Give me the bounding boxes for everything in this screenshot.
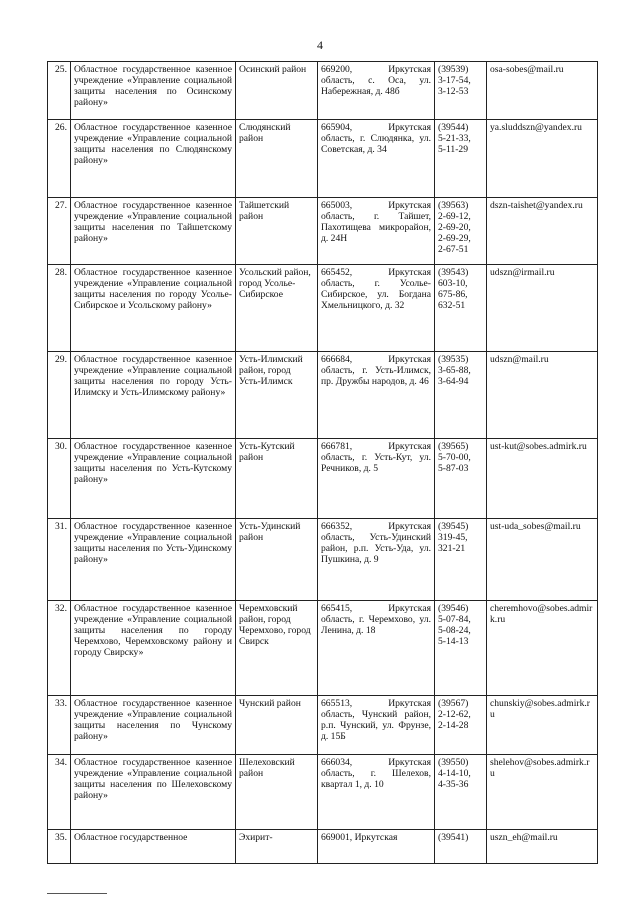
phone-line: 632-51 — [438, 300, 466, 311]
phone-line: (39565) — [438, 441, 469, 452]
phone-numbers — [435, 265, 487, 352]
table-row — [48, 755, 598, 830]
phone-numbers — [435, 62, 487, 120]
phone-line: 2-12-62, — [438, 709, 471, 720]
postal-address: 665452, Иркутская область, г. Усолье-Сибирское, ул. Богдана Хмельницкого, д. 32 — [318, 265, 435, 352]
email-address: chunskiy@sobes.admirk.ru — [487, 696, 598, 755]
page-number: 4 — [317, 38, 323, 52]
email-address: osa-sobes@mail.ru — [487, 62, 598, 120]
table-row — [48, 352, 598, 439]
organization-name: Областное государственное казенное учреждение «Управление социальной защиты населения по Слюдянскому району» — [71, 120, 236, 198]
email-address: cheremhovo@sobes.admirk.ru — [487, 601, 598, 696]
row-number: 26. — [48, 120, 71, 198]
phone-line: 3-65-88, — [438, 365, 471, 376]
phone-numbers — [435, 120, 487, 198]
phone-line: (39544) — [438, 122, 469, 133]
district-name: Тайшетский район — [236, 198, 318, 265]
phone-line: (39541) — [438, 832, 469, 843]
district-name: Чунский район — [236, 696, 318, 755]
postal-address: 665415, Иркутская область, г. Черемхово, ул. Ленина, д. 18 — [318, 601, 435, 696]
footnote-rule — [47, 893, 107, 894]
postal-address: 665003, Иркутская область, г. Тайшет, Пахотищева микрорайон, д. 24Н — [318, 198, 435, 265]
organization-name: Областное государственное казенное учреждение «Управление социальной защиты населения по городу Усолье-Сибирское и Усольскому району» — [71, 265, 236, 352]
district-name: Усть-Илимский район, город Усть-Илимск — [236, 352, 318, 439]
phone-line: 4-14-10, — [438, 768, 471, 779]
phone-line: 2-67-51 — [438, 244, 469, 255]
district-name: Усольский район, город Усолье-Сибирское — [236, 265, 318, 352]
row-number: 30. — [48, 439, 71, 519]
phone-line: (39550) — [438, 757, 469, 768]
postal-address: 666684, Иркутская область, г. Усть-Илимск, пр. Дружбы народов, д. 46 — [318, 352, 435, 439]
phone-line: 5-87-03 — [438, 463, 469, 474]
postal-address: 665513, Иркутская область, Чунский район, р.п. Чунский, ул. Фрунзе, д. 15Б — [318, 696, 435, 755]
postal-address: 666781, Иркутская область, г. Усть-Кут, ул. Речников, д. 5 — [318, 439, 435, 519]
table-row — [48, 62, 598, 120]
phone-numbers — [435, 198, 487, 265]
phone-line: 2-69-20, — [438, 222, 471, 233]
district-name: Эхирит- — [236, 830, 318, 864]
row-number: 32. — [48, 601, 71, 696]
organization-name: Областное государственное казенное учреждение «Управление социальной защиты населения по городу Черемхово, Черемховскому району и городу Свирску» — [71, 601, 236, 696]
row-number: 25. — [48, 62, 71, 120]
phone-numbers — [435, 830, 487, 864]
phone-line: 675-86, — [438, 289, 468, 300]
organization-name: Областное государственное казенное учреждение «Управление социальной защиты населения по Усть-Удинскому району» — [71, 519, 236, 601]
email-address: ust-uda_sobes@mail.ru — [487, 519, 598, 601]
row-number: 28. — [48, 265, 71, 352]
row-number: 34. — [48, 755, 71, 830]
phone-line: 4-35-36 — [438, 779, 469, 790]
organization-name: Областное государственное казенное учреждение «Управление социальной защиты населения по Тайшетскому району» — [71, 198, 236, 265]
row-number: 35. — [48, 830, 71, 864]
table-row — [48, 265, 598, 352]
organization-name: Областное государственное казенное учреждение «Управление социальной защиты населения по Шелеховскому району» — [71, 755, 236, 830]
district-name: Усть-Удинский район — [236, 519, 318, 601]
phone-line: (39567) — [438, 698, 469, 709]
phone-line: 3-64-94 — [438, 376, 469, 387]
email-address: uszn_eh@mail.ru — [487, 830, 598, 864]
district-name: Слюдянский район — [236, 120, 318, 198]
organization-name: Областное государственное казенное учреждение «Управление социальной защиты населения по Усть-Кутскому району» — [71, 439, 236, 519]
phone-line: (39563) — [438, 200, 469, 211]
postal-address: 669001, Иркутская — [318, 830, 435, 864]
phone-line: 5-21-33, — [438, 133, 471, 144]
phone-line: (39545) — [438, 521, 469, 532]
email-address: udszn@mail.ru — [487, 352, 598, 439]
table-body — [48, 62, 598, 864]
phone-line: 3-12-53 — [438, 86, 469, 97]
phone-numbers — [435, 352, 487, 439]
row-number: 31. — [48, 519, 71, 601]
phone-line: 2-69-29, — [438, 233, 471, 244]
phone-line: 5-11-29 — [438, 144, 469, 155]
table-row — [48, 696, 598, 755]
organization-name: Областное государственное казенное учреждение «Управление социальной защиты населения по Чунскому району» — [71, 696, 236, 755]
table-row — [48, 198, 598, 265]
postal-address: 666352, Иркутская область, Усть-Удинский район, р.п. Усть-Уда, ул. Пушкина, д. 9 — [318, 519, 435, 601]
phone-line: 5-14-13 — [438, 636, 469, 647]
phone-line: 5-08-24, — [438, 625, 471, 636]
organization-name: Областное государственное казенное учреждение «Управление социальной защиты населения по городу Усть-Илимску и Усть-Илимскому району» — [71, 352, 236, 439]
email-address: ya.sluddszn@yandex.ru — [487, 120, 598, 198]
table-row — [48, 601, 598, 696]
institutions-table — [47, 61, 598, 864]
phone-line: (39539) — [438, 64, 469, 75]
phone-numbers — [435, 696, 487, 755]
phone-line: 2-69-12, — [438, 211, 471, 222]
phone-line: 319-45, — [438, 532, 468, 543]
phone-line: 5-07-84, — [438, 614, 471, 625]
phone-line: 3-17-54, — [438, 75, 471, 86]
phone-line: (39546) — [438, 603, 469, 614]
phone-line: 321-21 — [438, 543, 466, 554]
row-number: 27. — [48, 198, 71, 265]
phone-line: (39543) — [438, 267, 469, 278]
phone-line: (39535) — [438, 354, 469, 365]
row-number: 33. — [48, 696, 71, 755]
district-name: Черемховский район, город Черемхово, город Свирск — [236, 601, 318, 696]
district-name: Усть-Кутский район — [236, 439, 318, 519]
table-row — [48, 120, 598, 198]
table-row — [48, 830, 598, 864]
phone-numbers — [435, 755, 487, 830]
organization-name: Областное государственное казенное учреждение «Управление социальной защиты населения по Осинскому району» — [71, 62, 236, 120]
phone-numbers — [435, 601, 487, 696]
phone-line: 5-70-00, — [438, 452, 471, 463]
table-row — [48, 519, 598, 601]
table-row — [48, 439, 598, 519]
row-number: 29. — [48, 352, 71, 439]
email-address: udszn@irmail.ru — [487, 265, 598, 352]
district-name: Осинский район — [236, 62, 318, 120]
email-address: dszn-taishet@yandex.ru — [487, 198, 598, 265]
postal-address: 666034, Иркутская область, г. Шелехов, квартал 1, д. 10 — [318, 755, 435, 830]
email-address: shelehov@sobes.admirk.ru — [487, 755, 598, 830]
phone-numbers — [435, 519, 487, 601]
phone-line: 603-10, — [438, 278, 468, 289]
district-name: Шелеховский район — [236, 755, 318, 830]
postal-address: 669200, Иркутская область, с. Оса, ул. Набережная, д. 48б — [318, 62, 435, 120]
phone-line: 2-14-28 — [438, 720, 469, 731]
email-address: ust-kut@sobes.admirk.ru — [487, 439, 598, 519]
postal-address: 665904, Иркутская область, г. Слюдянка, ул. Советская, д. 34 — [318, 120, 435, 198]
organization-name: Областное государственное — [71, 830, 236, 864]
phone-numbers — [435, 439, 487, 519]
